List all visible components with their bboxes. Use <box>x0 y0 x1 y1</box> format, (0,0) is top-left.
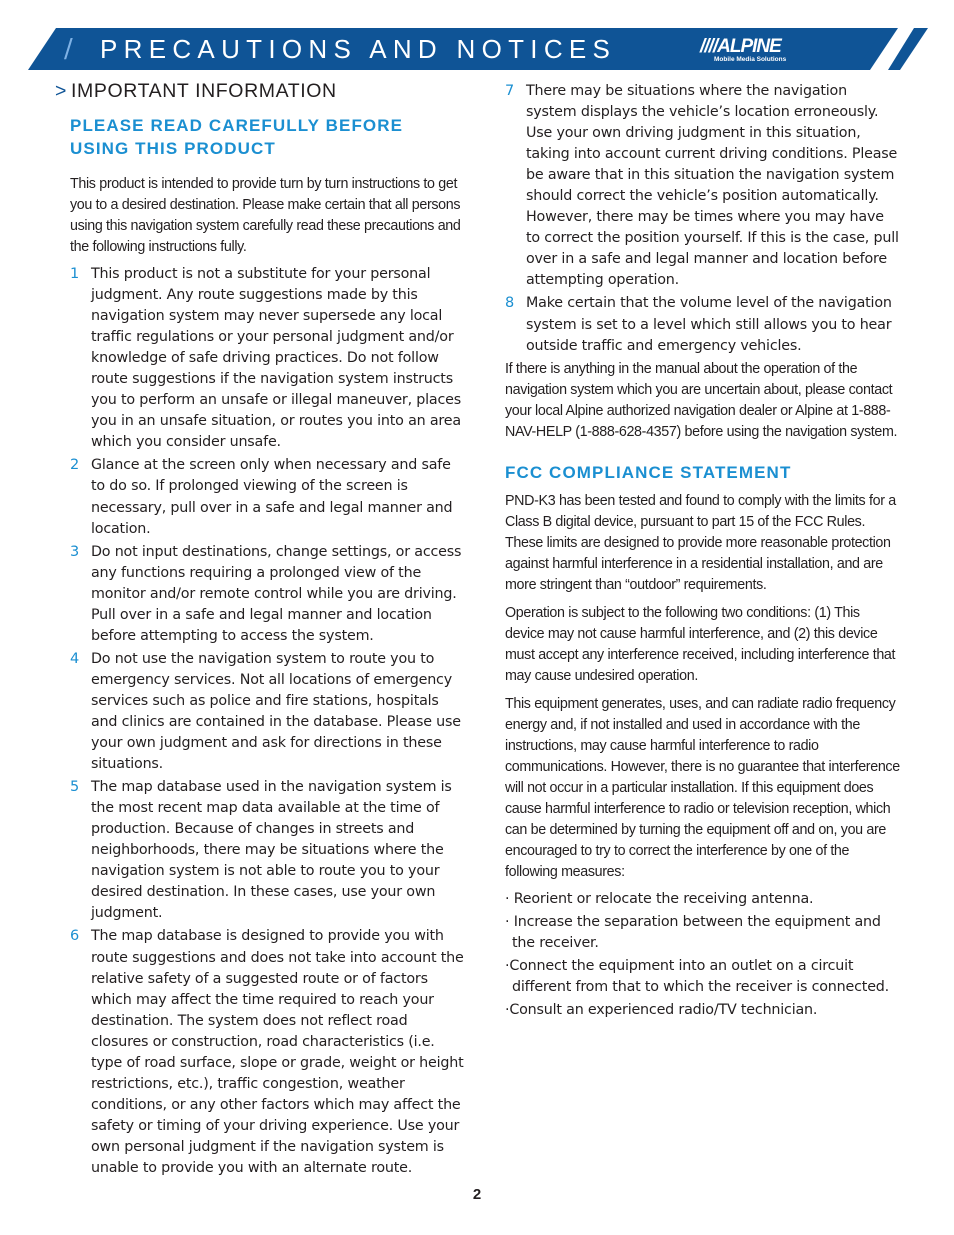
page-title: PRECAUTIONS AND NOTICES <box>100 34 617 64</box>
fcc-paragraph: This equipment generates, uses, and can radiate radio frequency energy and, if not installed and used in accordance with the instructions, may cause harmful interference to radio communications. However, there is no guarantee that interference will not occur in a particular installation. If this equipment does cause harmful interference to radio or television reception, which can be determined by turning the equipment off and on, you are encouraged to try to correct the interference by one of the following measures: <box>505 695 900 880</box>
intro-paragraph: This product is intended to provide turn by turn instructions to get you to a desired destination. Please make certain that all persons using this navigation system carefully read these precautions and the following instructions fully. <box>70 176 461 255</box>
section-heading: > IMPORTANT INFORMATION <box>55 80 337 102</box>
list-item <box>505 293 900 356</box>
logo-text: ////ALPINE <box>700 36 781 57</box>
item-number: 1 <box>70 266 80 282</box>
right-column <box>505 81 900 1023</box>
bullet-item: ·Consult an experienced radio/TV technician. <box>505 1001 818 1018</box>
item-number: 8 <box>505 295 515 312</box>
closing-paragraph: If there is anything in the manual about the operation of the navigation system which you are uncertain about, please contact your local Alpine authorized navigation dealer or Alpine at 1-888-NAV-HELP (1-888-628-4357) before using the navigation system. <box>505 360 898 440</box>
list-item <box>70 455 465 539</box>
item-text: This product is not a substitute for your personal judgment. Any route suggestions made by this navigation system may never supersede any local traffic regulations or your personal judgment and/or knowledge of safe driving practices. Do not follow route suggestions if the navigation system instructs you to perform an unsafe or illegal maneuver, places you in an unsafe situation, or routes you into an area which you consider unsafe. <box>91 266 461 451</box>
alpine-logo <box>700 34 842 66</box>
item-number: 6 <box>70 928 80 945</box>
item-number: 2 <box>70 457 80 474</box>
item-text: Make certain that the volume level of the navigation system is set to a level which still allows you to hear outside traffic and emergency vehicles. <box>526 295 892 354</box>
list-item <box>70 649 465 775</box>
logo-tagline: Mobile Media Solutions <box>714 56 787 63</box>
header-stripe <box>888 28 928 70</box>
item-text: There may be situations where the navigation system displays the vehicle’s location erroneously. Use your own driving judgment in this situation, taking into account current driving conditions. Please be aware that in this situation the navigation system should correct the vehicle’s position automatically. However, there may be times where you may have to correct the position yourself. If this is the case, pull over in a safe and legal manner and location before attempting operation. <box>526 83 899 289</box>
chevron-right-icon: > <box>55 80 67 102</box>
bullet-item: ·Connect the equipment into an outlet on a circuit different from that to which the receiver is connected. <box>505 957 890 995</box>
fcc-paragraph: PND-K3 has been tested and found to comply with the limits for a Class B digital device, pursuant to part 15 of the FCC Rules. These limits are designed to provide more reasonable protection against harmful interference in a residential installation, and are more stringent than “outdoor” requirements. <box>505 492 896 593</box>
item-number: 4 <box>70 650 80 667</box>
bullet-item: · Reorient or relocate the receiving antenna. <box>505 890 814 907</box>
item-text: The map database is designed to provide you with route suggestions and does not take into account the relative safety of a suggested route or of factors which may affect the time required to reach your destination. The system does not reflect road closures or construction, road characteristics (i.e. type of road surface, slope or grade, weight or height restrictions, etc.), traffic congestion, weather conditions, or any other factors which may affect the safety or timing of your driving experience. Use your own personal judgment if the navigation system is unable to provide you with an alternate route. <box>91 928 464 1176</box>
item-text: Glance at the screen only when necessary and safe to do so. If prolonged viewing of the screen is necessary, pull over in a safe and legal manner and location. <box>91 457 453 537</box>
item-number: 3 <box>70 543 80 560</box>
left-column <box>70 114 465 1181</box>
page-number: 2 <box>472 1186 482 1203</box>
bullet-item: · Increase the separation between the equipment and the receiver. <box>505 913 881 951</box>
page-header <box>0 28 954 70</box>
read-carefully-heading: PLEASE READ CAREFULLY BEFORE USING THIS PRODUCT <box>70 116 404 158</box>
fcc-paragraph: Operation is subject to the following two conditions: (1) This device may not cause harmful interference, and (2) this device must accept any interference received, including interference that may cause undesired operation. <box>505 604 896 684</box>
slash-icon: / <box>64 34 73 64</box>
item-text: Do not use the navigation system to route you to emergency services. Not all locations of emergency services such as police and fire stations, hospitals and clinics are contained in the database. Please use your own judgment and ask for directions in these situations. <box>91 650 461 773</box>
list-item <box>70 542 465 647</box>
logo-stripes-icon: //// <box>700 36 718 57</box>
fcc-heading: FCC COMPLIANCE STATEMENT <box>505 462 792 482</box>
item-text: Do not input destinations, change settings, or access any functions requiring a prolonged view of the monitor and/or remote control while you are driving. Pull over in a safe and legal manner and location before attempting to access the system. <box>91 543 462 644</box>
item-text: The map database used in the navigation system is the most recent map data available at the time of production. Because of changes in streets and neighborhoods, there may be situations where the navigation system is not able to route you to your desired destination. In these cases, use your own judgment. <box>91 779 452 922</box>
list-item <box>70 264 465 453</box>
item-number: 5 <box>70 779 80 796</box>
list-item <box>70 926 465 1179</box>
item-number: 7 <box>505 83 515 99</box>
list-item <box>505 81 900 291</box>
list-item <box>70 777 465 924</box>
